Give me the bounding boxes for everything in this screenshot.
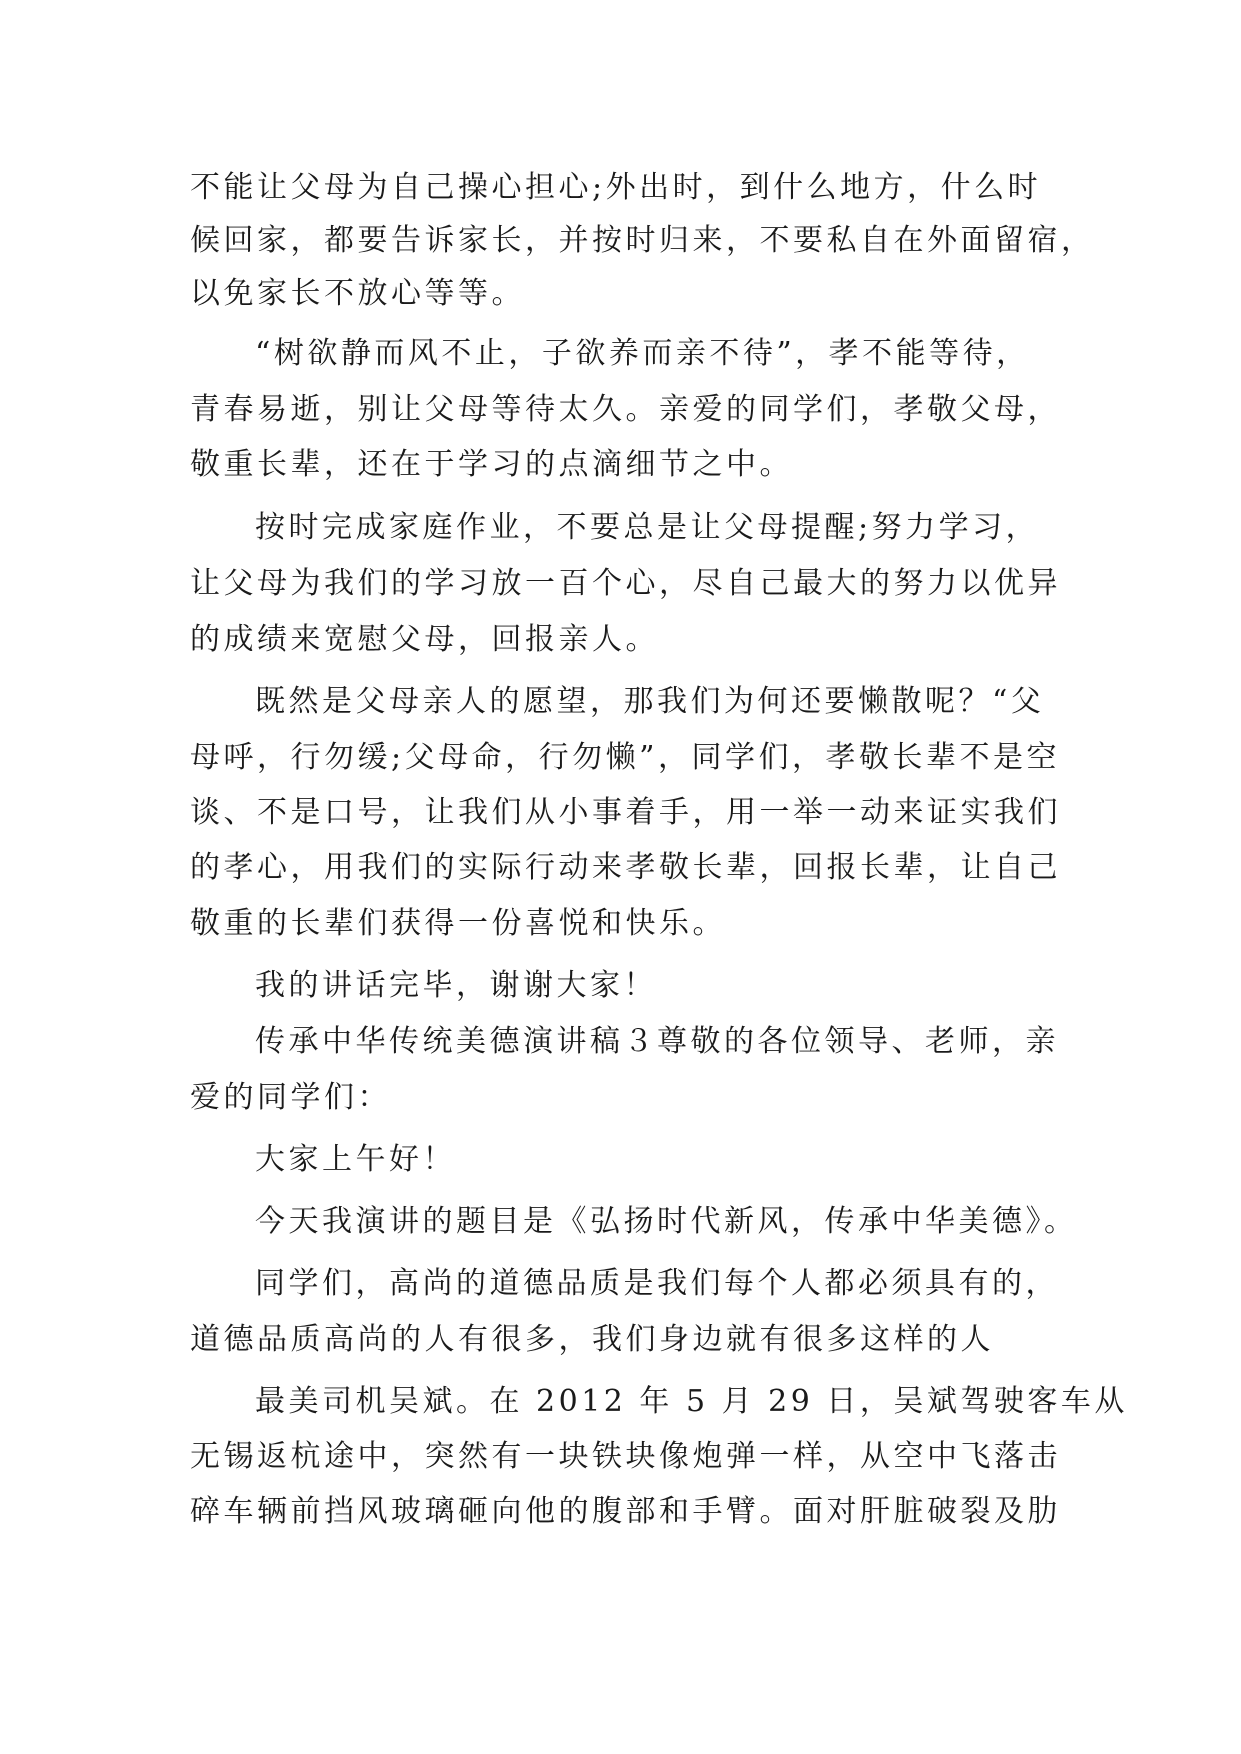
text-line: 既然是父母亲人的愿望，那我们为何还要懒散呢？“父 — [255, 684, 1045, 719]
text-line: 母呼，行勿缓;父母命，行勿懒”，同学们，孝敬长辈不是空 — [190, 740, 1060, 775]
text-line: “树欲静而风不止，子欲养而亲不待”，孝不能等待， — [255, 336, 1030, 371]
text-line: 敬重长辈，还在于学习的点滴细节之中。 — [190, 447, 793, 482]
text-line: 大家上午好！ — [255, 1142, 456, 1177]
text-line: 传承中华传统美德演讲稿３尊敬的各位领导、老师，亲 — [255, 1024, 1059, 1059]
text-line: 碎车辆前挡风玻璃砸向他的腹部和手臂。面对肝脏破裂及肋 — [190, 1494, 1061, 1529]
text-line: 候回家，都要告诉家长，并按时归来，不要私自在外面留宿， — [190, 223, 1095, 258]
text-line: 的成绩来宽慰父母，回报亲人。 — [190, 622, 659, 657]
text-line: 以免家长不放心等等。 — [190, 276, 525, 311]
text-line: 爱的同学们： — [190, 1080, 391, 1115]
text-line: 道德品质高尚的人有很多，我们身边就有很多这样的人 — [190, 1322, 994, 1357]
text-line: 今天我演讲的题目是《弘扬时代新风，传承中华美德》。 — [255, 1204, 1078, 1239]
text-line: 无锡返杭途中，突然有一块铁块像炮弹一样，从空中飞落击 — [190, 1439, 1061, 1474]
text-line: 不能让父母为自己操心担心;外出时，到什么地方，什么时 — [190, 170, 1042, 205]
text-line: 谈、不是口号，让我们从小事着手，用一举一动来证实我们 — [190, 795, 1061, 830]
text-line: 同学们，高尚的道德品质是我们每个人都必须具有的， — [255, 1266, 1059, 1301]
text-line: 最美司机吴斌。在 2012 年 5 月 29 日，吴斌驾驶客车从 — [255, 1384, 1128, 1419]
text-line: 让父母为我们的学习放一百个心，尽自己最大的努力以优异 — [190, 566, 1061, 601]
text-line: 我的讲话完毕，谢谢大家！ — [255, 968, 657, 1003]
text-line: 青春易逝，别让父母等待太久。亲爱的同学们，孝敬父母， — [190, 392, 1061, 427]
text-line: 敬重的长辈们获得一份喜悦和快乐。 — [190, 906, 726, 941]
text-line: 的孝心，用我们的实际行动来孝敬长辈，回报长辈，让自己 — [190, 850, 1061, 885]
text-line: 按时完成家庭作业，不要总是让父母提醒;努力学习， — [255, 510, 1040, 545]
